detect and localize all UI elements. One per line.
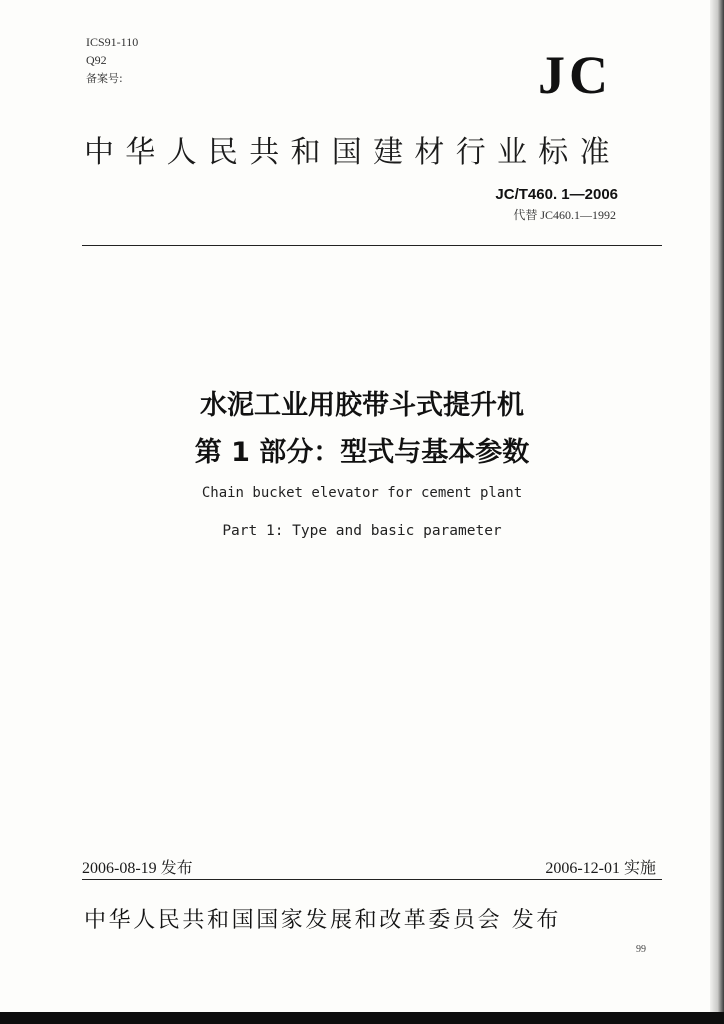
- jc-logo: JC: [538, 45, 612, 105]
- publisher: 中华人民共和国国家发展和改革委员会 发布: [84, 908, 561, 933]
- page-number: 99: [636, 944, 646, 955]
- title-chinese-line1: 水泥工业用胶带斗式提升机: [200, 390, 524, 421]
- footer-divider: [82, 879, 662, 880]
- standard-title: 中华人民共和国建材行业标准: [84, 135, 621, 170]
- header-divider: [82, 245, 662, 246]
- standard-number: JC/T460. 1—2006: [495, 186, 618, 203]
- title-chinese-line2: 第 1 部分：型式与基本参数: [194, 437, 530, 468]
- scan-edge-shadow: [710, 0, 724, 1024]
- title-english-line1: Chain bucket elevator for cement plant: [201, 485, 523, 501]
- issue-date: 2006-08-19 发布: [82, 860, 193, 877]
- implementation-date: 2006-12-01 实施: [545, 860, 656, 877]
- scan-bottom-border: [0, 1012, 724, 1024]
- registration-label: 备案号:: [86, 72, 123, 85]
- title-english-line2: Part 1: Type and basic parameter: [222, 523, 502, 539]
- clc-code: Q92: [86, 53, 107, 67]
- ics-code: ICS91-110: [86, 35, 139, 49]
- replaces-standard: 代替 JC460.1—1992: [513, 208, 616, 222]
